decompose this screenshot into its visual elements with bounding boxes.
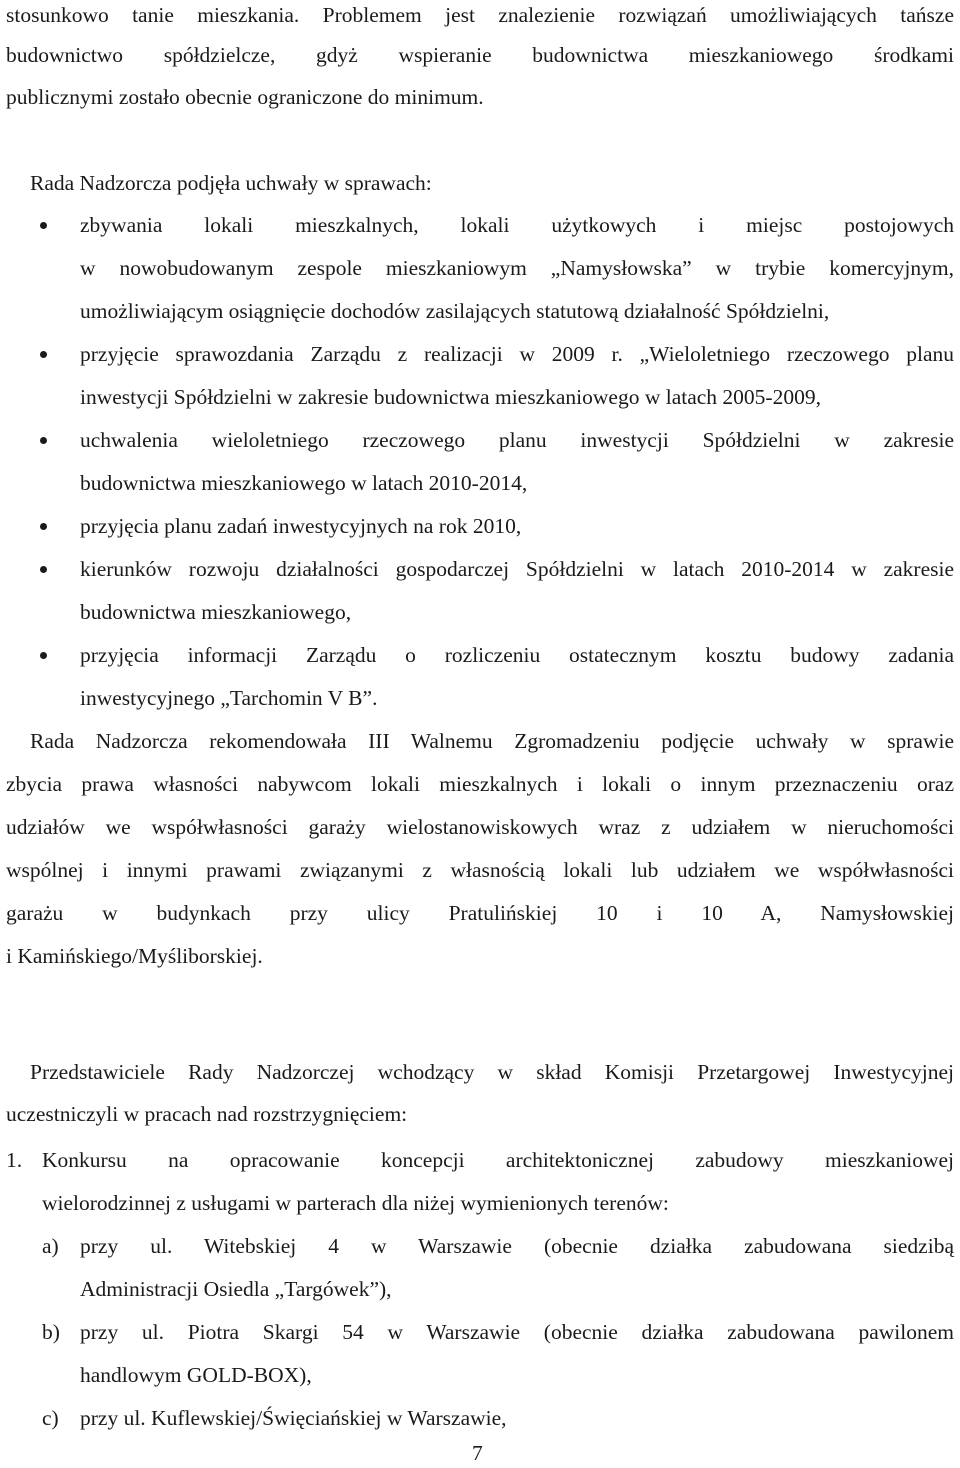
- bullet-icon: [40, 351, 47, 358]
- committee-line-1: Przedstawiciele Rady Nadzorczej wchodzący w skład Komisji Przetargowej Inwestycyjnej: [30, 1060, 954, 1084]
- committee-line-2: uczestniczyli w pracach nad rozstrzygnięciem:: [6, 1102, 408, 1126]
- resolution-5-line-2: budownictwa mieszkaniowego,: [80, 600, 352, 624]
- subitem-label-b: b): [42, 1320, 60, 1344]
- bullet-icon: [40, 566, 47, 573]
- recommendation-line-2: zbycia prawa własności nabywcom lokali mieszkalnych i lokali o innym przeznaczeniu oraz: [6, 772, 954, 796]
- recommendation-line-6: i Kamińskiego/Myśliborskiej.: [6, 944, 263, 968]
- resolution-3-line-2: budownictwa mieszkaniowego w latach 2010-2014,: [80, 471, 528, 495]
- recommendation-line-1: Rada Nadzorcza rekomendowała III Walnemu Zgromadzeniu podjęcie uchwały w sprawie: [30, 729, 954, 753]
- resolution-6-line-2: inwestycyjnego „Tarchomin V B”.: [80, 686, 378, 710]
- resolution-2-line-2: inwestycji Spółdzielni w zakresie budownictwa mieszkaniowego w latach 2005-2009,: [80, 385, 821, 409]
- resolutions-heading: Rada Nadzorcza podjęła uchwały w sprawach:: [30, 171, 432, 195]
- subitem-label-c: c): [42, 1406, 59, 1430]
- subitem-a-line-2: Administracji Osiedla „Targówek”),: [80, 1277, 392, 1301]
- subitem-c-line-1: przy ul. Kuflewskiej/Święciańskiej w Warszawie,: [80, 1406, 507, 1430]
- resolution-1-line-1: zbywania lokali mieszkalnych, lokali użytkowych i miejsc postojowych: [80, 213, 954, 237]
- resolution-2-line-1: przyjęcie sprawozdania Zarządu z realizacji w 2009 r. „Wieloletniego rzeczowego planu: [80, 342, 954, 366]
- resolution-4-line-1: przyjęcia planu zadań inwestycyjnych na rok 2010,: [80, 514, 522, 538]
- subitem-label-a: a): [42, 1234, 59, 1258]
- page-number: 7: [472, 1441, 483, 1465]
- recommendation-line-4: wspólnej i innymi prawami związanymi z własnością lokali lub udziałem we współwłasności: [6, 858, 954, 882]
- subitem-a-line-1: przy ul. Witebskiej 4 w Warszawie (obecnie działka zabudowana siedzibą: [80, 1234, 954, 1258]
- resolution-1-line-3: umożliwiającym osiągnięcie dochodów zasilających statutową działalność Spółdzielni,: [80, 299, 830, 323]
- subitem-b-line-1: przy ul. Piotra Skargi 54 w Warszawie (obecnie działka zabudowana pawilonem: [80, 1320, 954, 1344]
- subitem-b-line-2: handlowym GOLD-BOX),: [80, 1363, 312, 1387]
- intro-line-2: budownictwo spółdzielcze, gdyż wspieranie budownictwa mieszkaniowego środkami: [6, 43, 954, 67]
- recommendation-line-3: udziałów we współwłasności garaży wielostanowiskowych wraz z udziałem w nieruchomości: [6, 815, 954, 839]
- bullet-icon: [40, 652, 47, 659]
- list-number: 1.: [6, 1148, 23, 1172]
- resolution-1-line-2: w nowobudowanym zespole mieszkaniowym „Namysłowska” w trybie komercyjnym,: [80, 256, 954, 280]
- item-1-line-2: wielorodzinnej z usługami w parterach dla niżej wymienionych terenów:: [42, 1191, 669, 1215]
- resolution-5-line-1: kierunków rozwoju działalności gospodarczej Spółdzielni w latach 2010-2014 w zakresie: [80, 557, 954, 581]
- bullet-icon: [40, 523, 47, 530]
- bullet-icon: [40, 437, 47, 444]
- recommendation-line-5: garażu w budynkach przy ulicy Pratulińskiej 10 i 10 A, Namysłowskiej: [6, 901, 954, 925]
- resolution-3-line-1: uchwalenia wieloletniego rzeczowego planu inwestycji Spółdzielni w zakresie: [80, 428, 954, 452]
- intro-line-3: publicznymi zostało obecnie ograniczone do minimum.: [6, 85, 484, 109]
- item-1-line-1: Konkursu na opracowanie koncepcji architektonicznej zabudowy mieszkaniowej: [42, 1148, 954, 1172]
- resolution-6-line-1: przyjęcia informacji Zarządu o rozliczeniu ostatecznym kosztu budowy zadania: [80, 643, 954, 667]
- bullet-icon: [40, 222, 47, 229]
- intro-line-1: stosunkowo tanie mieszkania. Problemem jest znalezienie rozwiązań umożliwiających tańsze: [6, 3, 954, 27]
